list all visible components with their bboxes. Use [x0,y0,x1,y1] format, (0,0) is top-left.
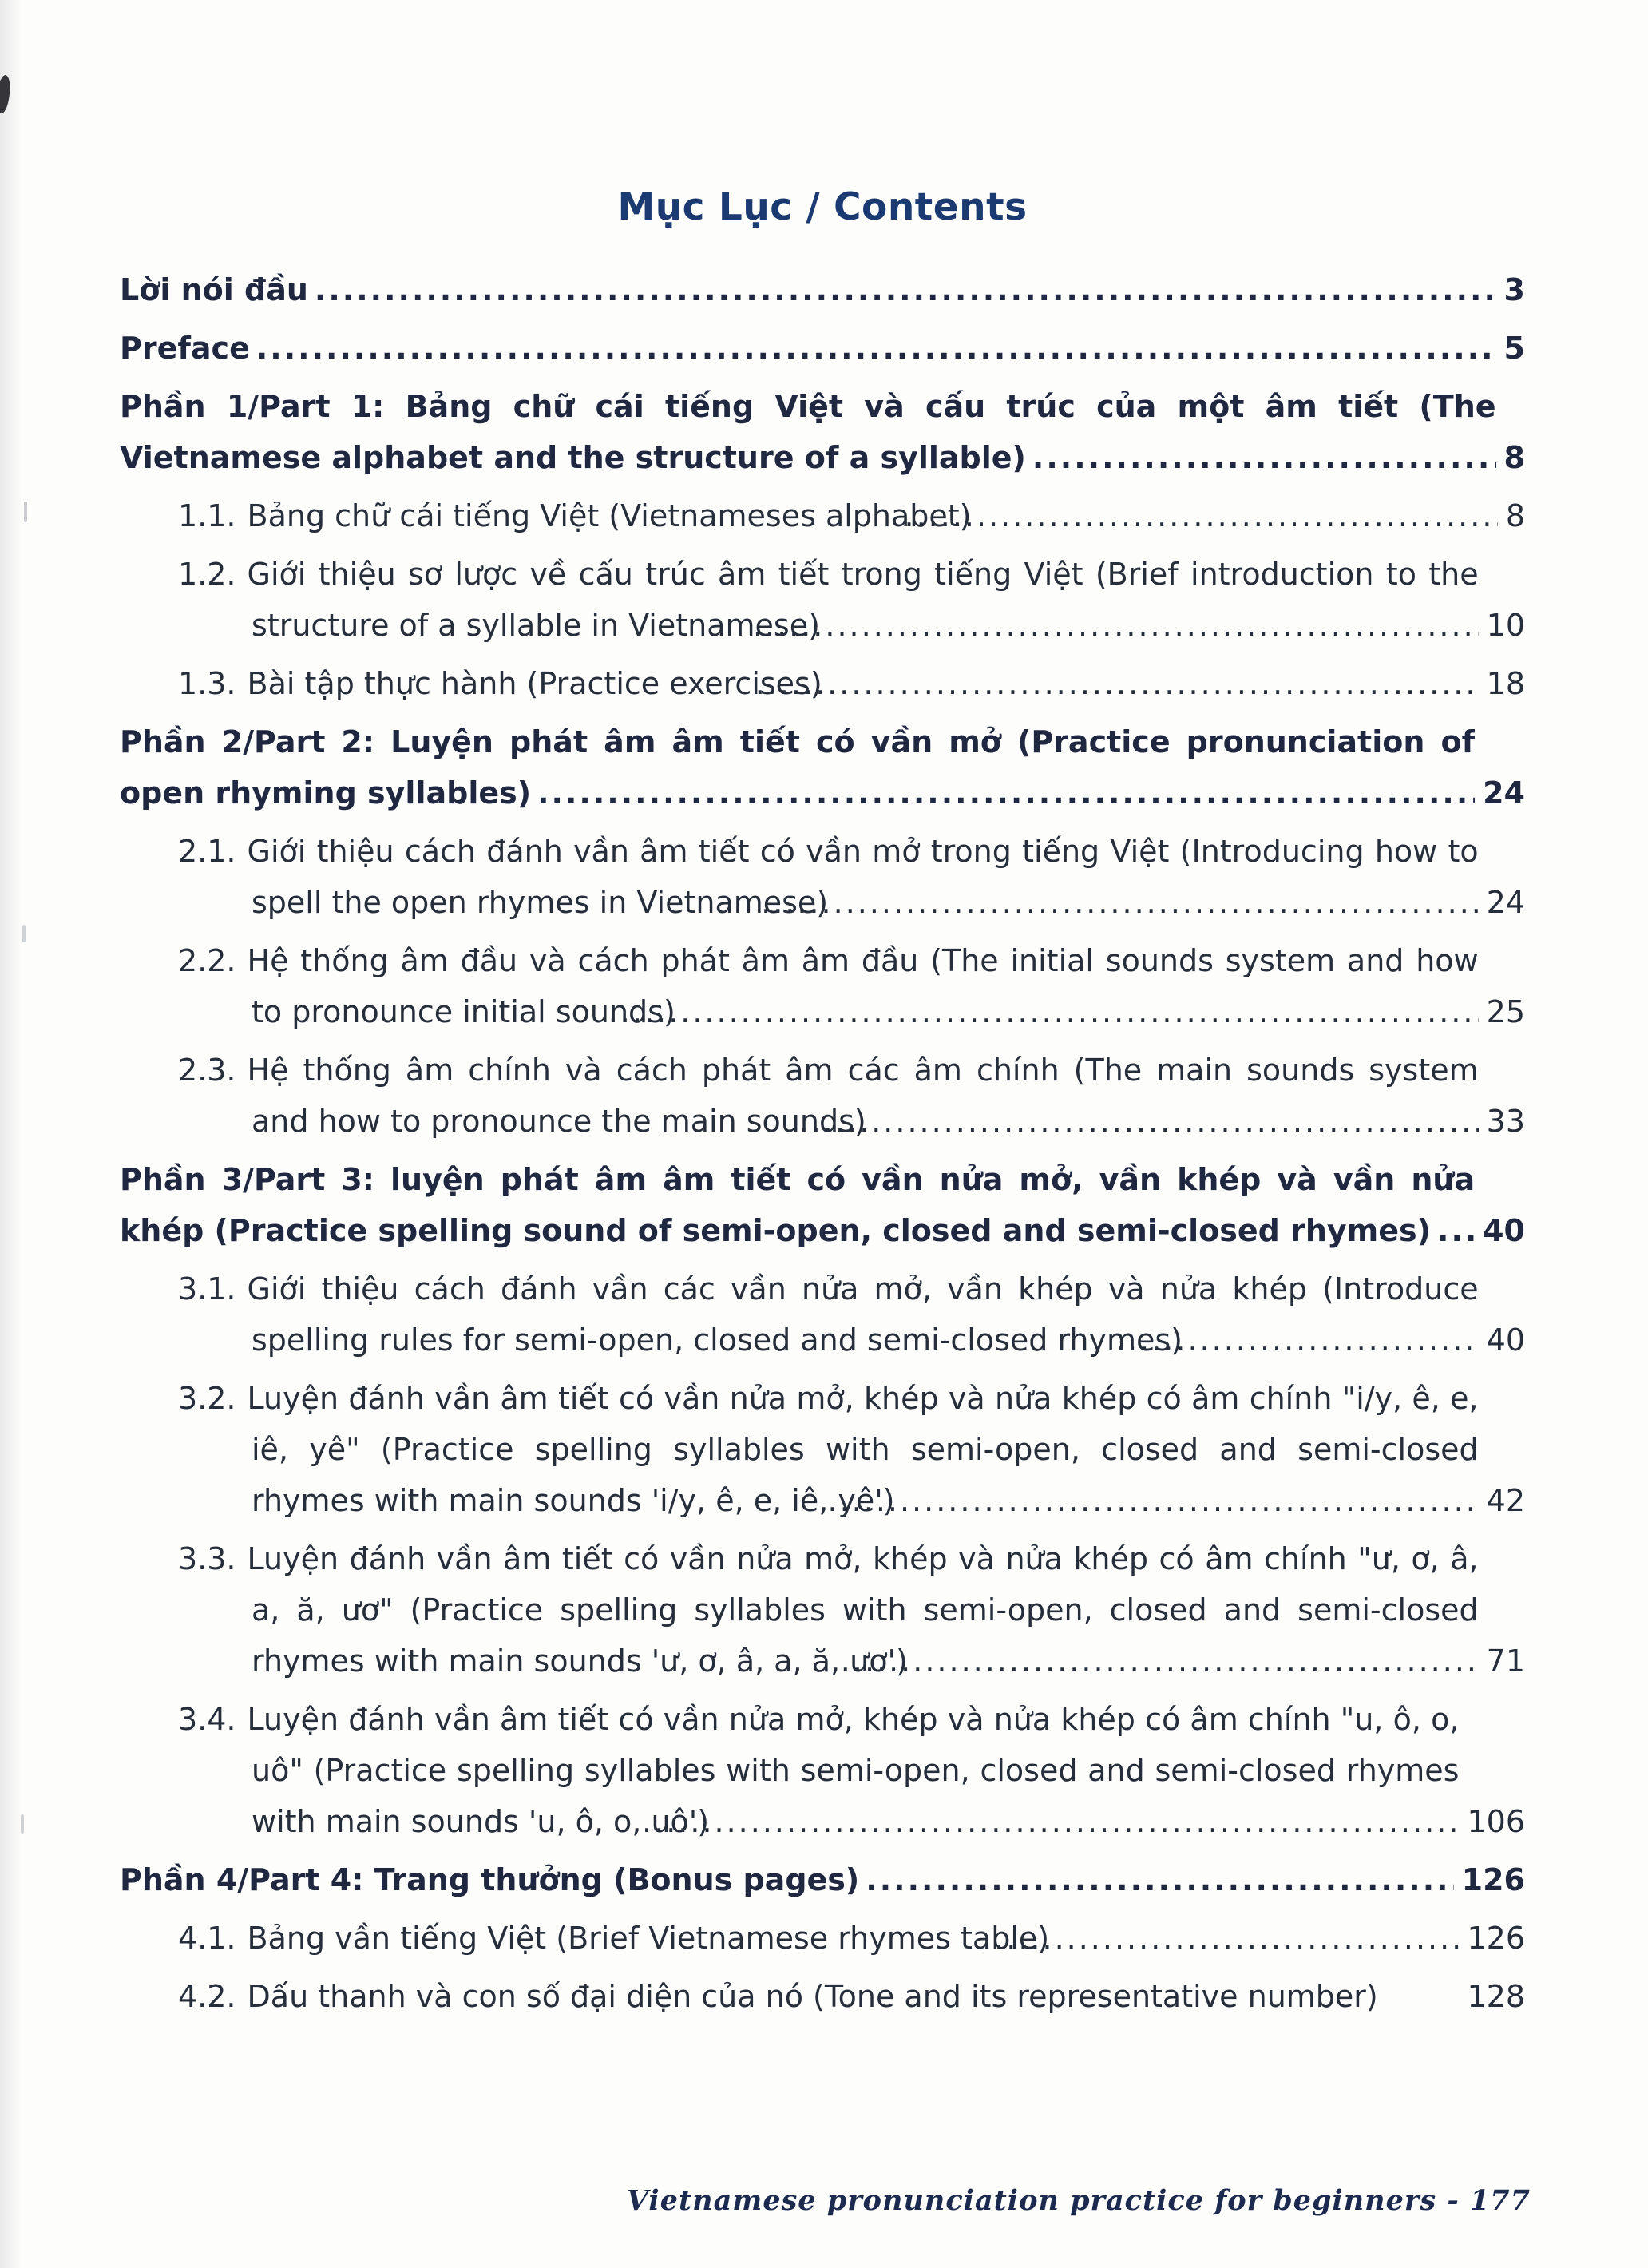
toc-entry-number: 3.1. [178,1271,236,1306]
toc-entry-label: Bảng vần tiếng Việt (Brief Vietnamese rhymes table) [247,1921,1050,1956]
toc-entry-label: Lời nói đầu [120,272,308,307]
toc-entry [120,826,1525,928]
toc-entry-label: Phần 4/Part 4: Trang thưởng (Bonus pages) [120,1862,860,1897]
toc-entry [120,1971,1525,2022]
toc-entry [120,1045,1525,1147]
toc-entry-text [120,1694,1459,1847]
toc-entry [120,490,1525,541]
toc-entry-label: Bài tập thực hành (Practice exercises) [247,666,822,701]
toc-entry-number: 1.2. [178,557,236,592]
toc-entry-text [120,826,1479,928]
toc-entry-text [120,381,1496,483]
toc-entry [120,1854,1525,1905]
toc-entry-number: 1.1. [178,498,236,533]
toc-entry-text [120,264,1496,315]
toc-entry-page: 40 [1486,1322,1525,1358]
toc-entry-number: 3.4. [178,1702,236,1737]
toc-entry-number: 2.2. [178,943,236,978]
toc-entry-text [120,1263,1479,1366]
toc-entry-label: Giới thiệu sơ lược về cấu trúc âm tiết trong tiếng Việt (Brief introduction to the structure of a syllable in Vietnamese) [247,557,1479,643]
toc-entry [120,1154,1525,1256]
toc-entry-page: 18 [1486,666,1525,701]
toc-entry-page: 24 [1486,885,1525,920]
toc-entry [120,1913,1525,1964]
toc-entry-page: 24 [1483,775,1525,811]
toc-entry-page: 126 [1467,1921,1525,1956]
toc-entry-page: 10 [1486,608,1525,643]
toc-entry-label: Phần 2/Part 2: Luyện phát âm âm tiết có vần mở (Practice pronunciation of open rhyming syllables) [120,724,1476,811]
toc-entry-text [120,1913,1459,1964]
toc-entry-page: 71 [1486,1644,1525,1679]
toc-entry [120,264,1525,315]
toc-entry [120,549,1525,651]
toc-entry-text [120,490,1498,541]
toc-entry-page: 5 [1503,331,1525,366]
toc-entry-text [120,1373,1479,1526]
toc-entry-text [120,658,1479,709]
toc-entry-page: 42 [1486,1483,1525,1518]
toc-entry-number: 3.3. [178,1541,236,1576]
toc-list [120,264,1525,2022]
toc-entry-number: 2.1. [178,834,236,869]
toc-entry-page: 8 [1505,498,1525,533]
toc-entry-label: Luyện đánh vần âm tiết có vần nửa mở, khép và nửa khép có âm chính "i/y, ê, e, iê, yê" (Practice spelling syllables with semi-open, closed and semi-closed rhymes with main sounds 'i/y, ê, e, iê, yê') [247,1381,1479,1518]
toc-entry-text [120,1154,1475,1256]
toc-entry-label: Bảng chữ cái tiếng Việt (Vietnameses alphabet) [247,498,972,533]
toc-entry-text [120,549,1479,651]
toc-entry [120,1694,1525,1847]
page-title: Mục Lục / Contents [617,185,1028,229]
toc-entry-label: Preface [120,331,250,366]
toc-entry [120,381,1525,483]
toc-entry-label: Phần 1/Part 1: Bảng chữ cái tiếng Việt và cấu trúc của một âm tiết (The Vietnamese alphabet and the structure of a syllable) [120,389,1496,475]
toc-entry-page: 106 [1467,1804,1525,1839]
toc-entry-text [120,1854,1454,1905]
toc-entry-label: Dấu thanh và con số đại diện của nó (Tone and its representative number) [247,1979,1378,2014]
toc-entry [120,1373,1525,1526]
toc-entry-page: 126 [1461,1862,1525,1897]
toc-entry-label: Hệ thống âm chính và cách phát âm các âm chính (The main sounds system and how to pronounce the main sounds) [247,1053,1479,1139]
toc-entry-text [120,323,1496,374]
toc-entry-page: 128 [1467,1979,1525,2014]
toc-entry-label: Hệ thống âm đầu và cách phát âm âm đầu (The initial sounds system and how to pronounce initial sounds) [247,943,1479,1029]
toc-entry-page: 8 [1503,440,1525,475]
toc-entry-text [120,1045,1479,1147]
toc-entry [120,935,1525,1037]
toc-entry-text [120,935,1479,1037]
toc-entry [120,1533,1525,1687]
toc-entry [120,323,1525,374]
toc-entry-number: 2.3. [178,1053,236,1088]
page-footer: Vietnamese pronunciation practice for beginners - 177 [626,2184,1531,2217]
toc-entry-text [120,1971,1459,2022]
toc-entry [120,1263,1525,1366]
toc-entry-page: 3 [1503,272,1525,307]
toc-entry-label: Phần 3/Part 3: luyện phát âm âm tiết có vần nửa mở, vần khép và vần nửa khép (Practice spelling sound of semi-open, closed and semi-closed rhymes) [120,1162,1476,1248]
toc-entry-text [120,1533,1479,1687]
toc-entry-page: 40 [1483,1213,1525,1248]
toc-entry [120,658,1525,709]
toc-entry-number: 1.3. [178,666,236,701]
toc-entry-page: 33 [1486,1104,1525,1139]
toc-entry-label: Luyện đánh vần âm tiết có vần nửa mở, khép và nửa khép có âm chính "u, ô, o, uô" (Practice spelling syllables with semi-open, closed and semi-closed rhymes with main sounds 'u, ô, o, uô') [247,1702,1460,1839]
toc-entry-text [120,716,1475,819]
toc-entry-number: 3.2. [178,1381,236,1416]
toc-entry-number: 4.1. [178,1921,236,1956]
toc-entry-label: Giới thiệu cách đánh vần âm tiết có vần mở trong tiếng Việt (Introducing how to spell the open rhymes in Vietnamese) [247,834,1479,920]
toc-entry-number: 4.2. [178,1979,236,2014]
toc-entry-page: 25 [1486,994,1525,1029]
toc-entry-label: Giới thiệu cách đánh vần các vần nửa mở, vần khép và nửa khép (Introduce spelling rules for semi-open, closed and semi-closed rhymes) [247,1271,1479,1358]
toc-entry-label: Luyện đánh vần âm tiết có vần nửa mở, khép và nửa khép có âm chính "ư, ơ, â, a, ă, ươ" (Practice spelling syllables with semi-open, closed and semi-closed rhymes with main sounds 'ư, ơ, â, a, ă, ươ') [247,1541,1479,1679]
toc-entry [120,716,1525,819]
